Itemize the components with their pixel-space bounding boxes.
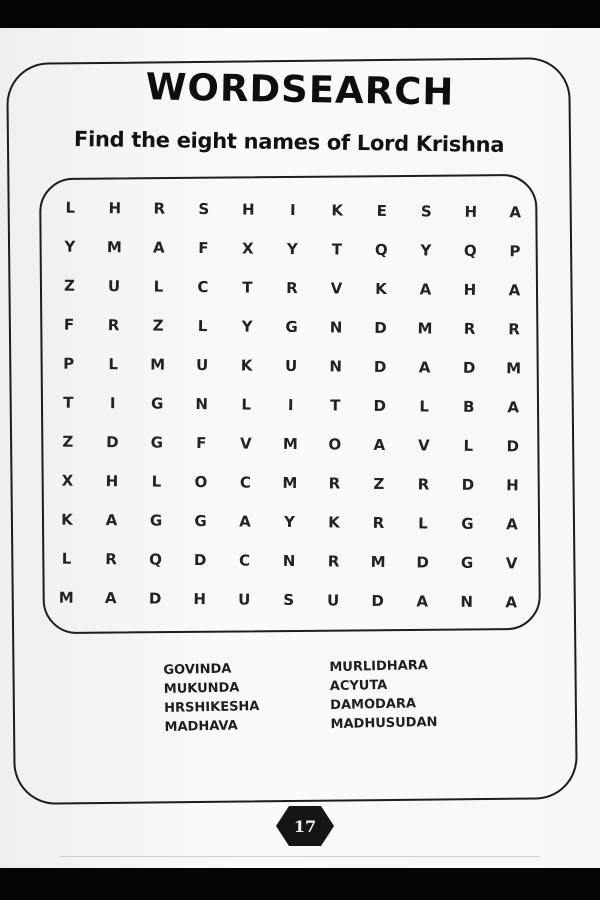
page-title: WORDSEARCH <box>145 65 455 114</box>
top-black-border <box>0 0 600 28</box>
grid-letter: H <box>241 199 255 219</box>
grid-letter: D <box>462 358 476 377</box>
grid-letter: S <box>198 199 210 218</box>
grid-letter: M <box>282 434 298 453</box>
grid-letter: K <box>328 512 340 532</box>
grid-letter: U <box>107 276 121 295</box>
grid-letter: A <box>419 279 432 298</box>
grid-letter: Y <box>64 237 76 256</box>
grid-letter: T <box>331 239 343 259</box>
grid-letter: D <box>193 550 207 569</box>
grid-letter: G <box>285 317 298 336</box>
grid-letter: X <box>242 238 254 258</box>
grid-letter: H <box>193 589 207 608</box>
grid-letter: L <box>463 436 474 455</box>
grid-letter: M <box>58 588 74 607</box>
grid-letter: A <box>418 357 431 376</box>
grid-letter: M <box>417 318 433 337</box>
grid-letter: C <box>239 472 252 492</box>
grid-letter: T <box>330 395 341 415</box>
grid-letter: C <box>197 277 209 296</box>
bottom-black-border <box>0 868 600 900</box>
grid-letter: G <box>194 511 207 530</box>
word-list-left <box>163 659 260 737</box>
instruction-text: Find the eight names of Lord Krishna <box>73 126 505 158</box>
grid-letter: F <box>198 238 209 257</box>
grid-letter: A <box>104 588 117 607</box>
grid-letter: H <box>463 280 477 299</box>
grid-letter: N <box>195 394 209 413</box>
word-item: MURLIDHARA <box>329 658 428 676</box>
grid-letter: C <box>239 550 251 570</box>
grid-letter: I <box>289 200 296 219</box>
grid-letter: X <box>61 471 74 490</box>
page-number: 17 <box>293 816 317 836</box>
grid-letter: Y <box>283 512 296 531</box>
grid-letter: O <box>194 472 208 491</box>
grid-letter: Z <box>62 432 74 451</box>
grid-letter: F <box>63 315 75 334</box>
grid-letter: N <box>282 551 296 570</box>
grid-letter: D <box>148 589 162 608</box>
grid-letter: L <box>153 277 164 296</box>
grid-letter: U <box>327 590 340 610</box>
grid-letter: G <box>461 514 474 533</box>
grid-letter: R <box>417 474 430 493</box>
grid-letter: G <box>150 433 164 452</box>
grid-letter: Z <box>63 276 76 295</box>
grid-letter: L <box>65 198 76 217</box>
grid-letter: A <box>416 591 429 610</box>
grid-letter: G <box>151 394 164 413</box>
grid-letter: U <box>238 589 251 609</box>
letter-grid <box>44 187 538 622</box>
grid-letter: V <box>239 433 252 453</box>
grid-letter: R <box>107 315 120 334</box>
grid-letter: T <box>242 277 253 297</box>
grid-letter: D <box>416 552 429 571</box>
grid-letter: A <box>105 510 118 529</box>
grid-letter: E <box>376 201 388 220</box>
grid-letter: V <box>417 435 430 454</box>
grid-letter: O <box>328 434 342 454</box>
grid-letter: H <box>506 475 519 494</box>
grid-letter: L <box>151 472 162 491</box>
grid-letter: K <box>240 355 253 375</box>
grid-letter: Q <box>463 241 477 260</box>
grid-letter: M <box>106 237 122 256</box>
grid-letter: R <box>463 319 476 338</box>
grid-letter: F <box>196 433 207 452</box>
grid-letter: Z <box>373 474 385 493</box>
grid-letter: A <box>508 280 521 299</box>
grid-letter: R <box>105 549 118 568</box>
grid-letter: R <box>327 551 340 571</box>
word-item: DAMODARA <box>330 696 417 714</box>
grid-letter: K <box>375 279 387 298</box>
grid-letter: P <box>509 241 521 260</box>
grid-letter: B <box>462 397 475 416</box>
grid-letter: I <box>287 395 294 414</box>
grid-letter: S <box>420 201 432 220</box>
grid-letter: H <box>464 202 478 221</box>
grid-letter: G <box>149 511 163 530</box>
grid-letter: R <box>372 513 385 532</box>
page-number-badge <box>275 804 335 848</box>
grid-letter: A <box>505 592 518 611</box>
grid-letter: L <box>241 394 252 414</box>
grid-letter: D <box>106 432 119 451</box>
grid-letter: R <box>286 278 298 297</box>
grid-letter: I <box>109 393 116 412</box>
grid-letter: G <box>460 553 474 572</box>
grid-letter: L <box>197 316 208 335</box>
grid-letter: U <box>284 356 298 375</box>
grid-letter: A <box>509 202 522 221</box>
word-item: MADHAVA <box>164 718 238 735</box>
grid-letter: H <box>105 471 119 490</box>
grid-letter: D <box>373 396 387 415</box>
grid-letter: K <box>61 510 73 529</box>
grid-letter: D <box>374 318 387 337</box>
grid-letter: N <box>460 592 474 611</box>
grid-letter: D <box>371 591 385 610</box>
grid-letter: R <box>508 319 520 338</box>
word-list-right <box>329 656 437 734</box>
grid-letter: A <box>239 511 251 531</box>
grid-letter: D <box>373 357 387 376</box>
grid-letter: D <box>506 436 520 455</box>
grid-letter: K <box>331 200 344 220</box>
grid-letter: M <box>150 355 166 374</box>
grid-letter: M <box>282 473 298 492</box>
grid-letter: L <box>108 354 119 373</box>
word-item: GOVINDA <box>163 661 232 679</box>
grid-letter: R <box>328 473 341 493</box>
grid-letter: H <box>108 198 122 217</box>
grid-letter: L <box>419 396 430 415</box>
grid-letter: P <box>63 354 75 373</box>
grid-letter: Y <box>420 240 432 259</box>
grid-letter: N <box>329 317 343 337</box>
grid-letter: D <box>461 475 475 494</box>
grid-letter: Y <box>286 239 298 258</box>
page-bottom-line <box>60 856 540 857</box>
word-item: HRSHIKESHA <box>164 699 260 716</box>
grid-letter: L <box>61 549 72 568</box>
grid-letter: V <box>505 553 518 572</box>
grid-letter: N <box>329 356 343 376</box>
grid-letter: R <box>153 199 166 218</box>
grid-letter: Q <box>149 550 163 569</box>
word-item: MADHUSUDAN <box>330 714 438 733</box>
word-item: MUKUNDA <box>163 680 240 697</box>
grid-letter: Q <box>374 240 388 259</box>
grid-letter: M <box>506 358 522 377</box>
word-item: ACYUTA <box>329 677 388 695</box>
grid-letter: T <box>63 393 74 412</box>
grid-letter: A <box>506 514 518 533</box>
grid-letter: L <box>418 513 428 532</box>
grid-letter: A <box>507 397 520 416</box>
grid-letter: M <box>370 552 386 571</box>
grid-letter: S <box>283 590 295 609</box>
grid-letter: Z <box>152 316 164 335</box>
grid-letter: A <box>373 435 386 454</box>
grid-letter: A <box>152 238 165 257</box>
grid-letter: Y <box>241 316 253 336</box>
grid-letter: V <box>330 278 343 298</box>
grid-letter: U <box>195 355 209 374</box>
